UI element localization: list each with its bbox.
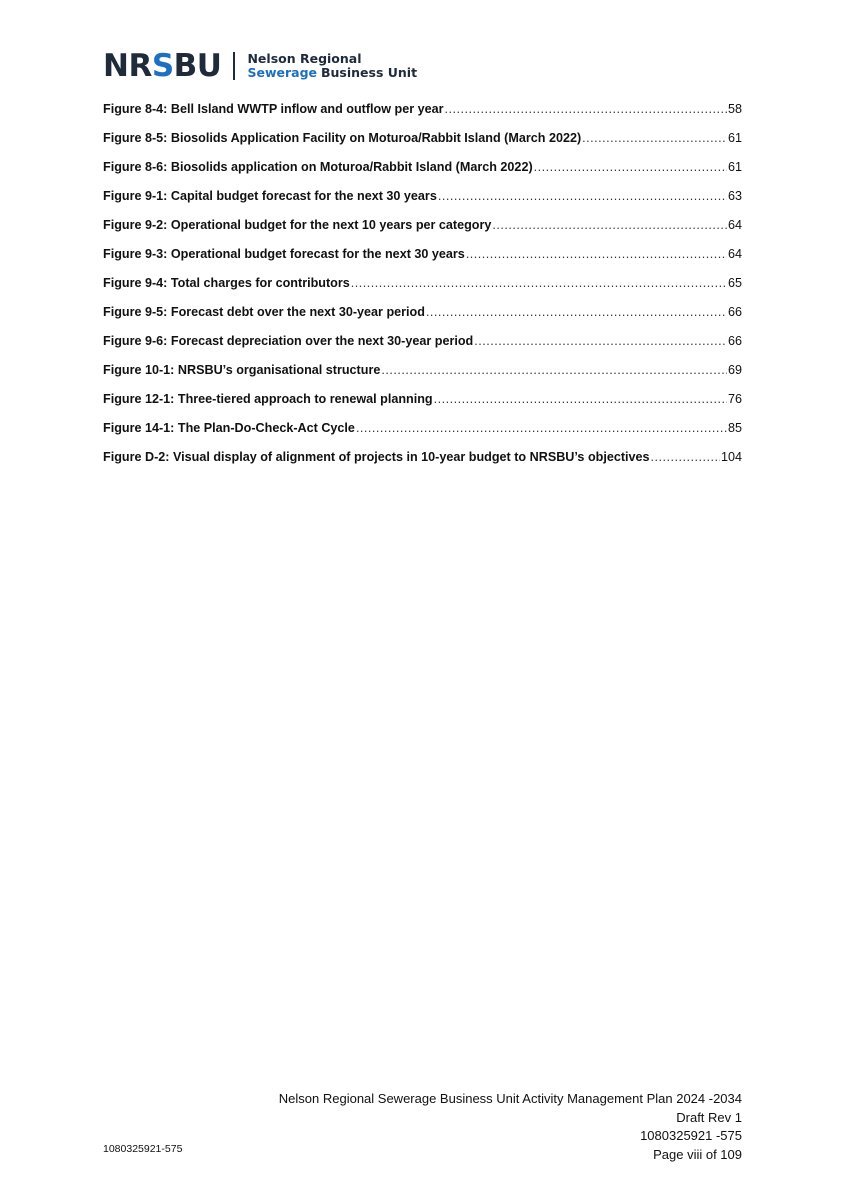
toc-entry-label: Figure 9-1: Capital budget forecast for the next 30 years [103,189,437,203]
toc-entry-label: Figure 8-6: Biosolids application on Moturoa/Rabbit Island (March 2022) [103,160,533,174]
toc-entry-label: Figure 9-5: Forecast debt over the next 30-year period [103,305,425,319]
toc-entry-label: Figure 8-4: Bell Island WWTP inflow and outflow per year [103,102,444,116]
toc-entry-label: Figure 14-1: The Plan-Do-Check-Act Cycle [103,421,355,435]
toc-dot-leader [381,363,727,377]
logo-wordmark: NRSBU [103,48,222,84]
toc-entry-page: 61 [727,160,742,174]
toc-dot-leader [474,334,727,348]
toc-dot-leader [466,247,727,261]
toc-entry[interactable] [103,334,742,363]
toc-entry[interactable] [103,160,742,189]
toc-dot-leader [582,131,727,145]
toc-entry-page: 66 [727,334,742,348]
footer-document-number: 1080325921 -575 [640,1128,742,1143]
toc-entry[interactable] [103,421,742,450]
logo-line-1: Nelson Regional [247,51,362,66]
nrsbu-logo [103,50,417,82]
toc-entry-label: Figure 12-1: Three-tiered approach to renewal planning [103,392,433,406]
toc-entry-label: Figure 9-2: Operational budget for the next 10 years per category [103,218,492,232]
toc-dot-leader [492,218,727,232]
toc-dot-leader [351,276,727,290]
toc-entry[interactable] [103,218,742,247]
page-footer [279,1090,742,1164]
toc-entry-label: Figure 10-1: NRSBU’s organisational structure [103,363,381,377]
footer-revision: Draft Rev 1 [676,1109,742,1125]
table-of-figures [103,102,742,479]
toc-entry[interactable] [103,450,742,479]
toc-entry-label: Figure D-2: Visual display of alignment of projects in 10-year budget to NRSBU’s objectives [103,450,650,464]
toc-entry-label: Figure 9-6: Forecast depreciation over the next 30-year period [103,334,474,348]
toc-entry[interactable] [103,276,742,305]
toc-entry[interactable] [103,189,742,218]
toc-entry[interactable] [103,392,742,421]
toc-entry-page: 65 [727,276,742,290]
toc-entry-page: 76 [727,392,742,406]
toc-entry[interactable] [103,102,742,131]
toc-entry-page: 104 [720,450,742,464]
toc-entry-label: Figure 9-4: Total charges for contributors [103,276,350,290]
toc-entry-page: 61 [727,131,742,145]
toc-dot-leader [434,392,727,406]
footer-page-number: Page viii of 109 [653,1146,742,1162]
toc-entry[interactable] [103,363,742,392]
toc-entry-page: 85 [727,421,742,435]
toc-dot-leader [534,160,727,174]
toc-entry-page: 58 [727,102,742,116]
toc-entry-page: 66 [727,305,742,319]
toc-entry[interactable] [103,247,742,276]
footer-document-id: 1080325921-575 [103,1143,183,1155]
toc-entry-label: Figure 8-5: Biosolids Application Facility on Moturoa/Rabbit Island (March 2022) [103,131,582,145]
toc-entry-page: 69 [727,363,742,377]
toc-entry-page: 64 [727,247,742,261]
toc-dot-leader [651,450,720,464]
toc-dot-leader [426,305,727,319]
toc-dot-leader [438,189,727,203]
toc-dot-leader [445,102,727,116]
logo-line-2: Sewerage Business Unit [247,65,418,80]
toc-entry-label: Figure 9-3: Operational budget forecast for the next 30 years [103,247,465,261]
logo-tagline [247,52,417,80]
toc-entry[interactable] [103,305,742,334]
toc-dot-leader [356,421,727,435]
toc-entry-page: 64 [727,218,742,232]
toc-entry[interactable] [103,131,742,160]
toc-entry-page: 63 [727,189,742,203]
logo-divider [233,52,235,80]
footer-document-title: Nelson Regional Sewerage Business Unit Activity Management Plan 2024 -2034 [278,1091,742,1106]
